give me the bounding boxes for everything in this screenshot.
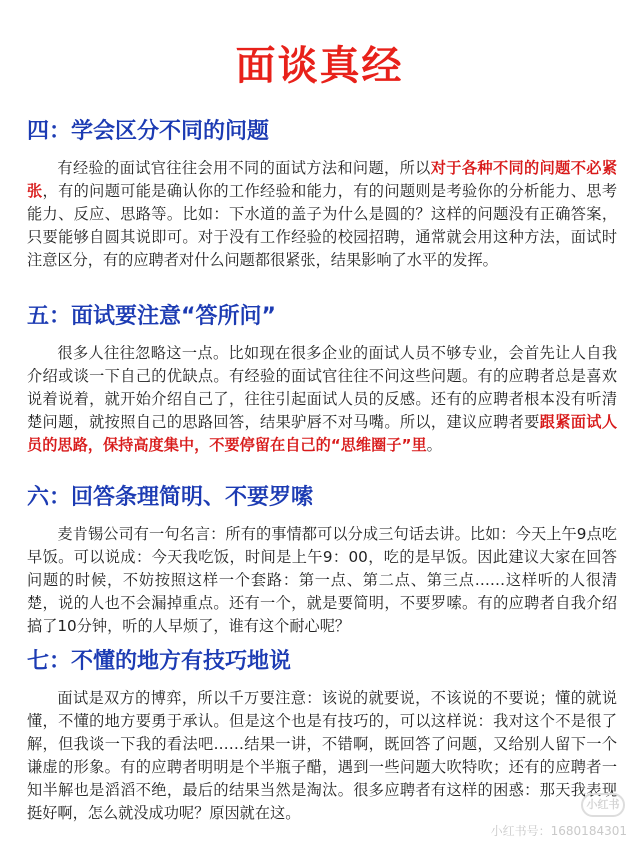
watermark-text: 小红书号：1680184301 — [490, 824, 627, 838]
section-heading: 五：面试要注意“答所问” — [27, 304, 276, 329]
watermark-logo: 小红书 — [581, 793, 625, 817]
section-4 — [0, 117, 639, 272]
highlighted-text: 跟紧面试人员的思路，保持高度集中，不要停留在自己的“思维圈子”里 — [27, 413, 618, 454]
paragraph-text: 有经验的面试官往往会用不同的面试方法和问题，所以 — [57, 159, 431, 177]
highlighted-text: 对于各种不同的问题不必紧张 — [27, 159, 618, 200]
section-paragraph — [27, 342, 617, 457]
section-5 — [0, 302, 639, 457]
section-paragraph: 麦肯锡公司有一句名言：所有的事情都可以分成三句话去讲。比如：今天上午9点吃早饭。可以说成：今天我吃饭，时间是上午9：00，吃的是早饭。因此建议大家在回答问题的时候，不妨按照这样一个套路：第一点、第二点、第三点……这样听的人很清楚，说的人也不会漏掉重点。还有一个，就是要简明，不要罗嗦。有的应聘者自我介绍搞了10分钟，听的人早烦了，谁有这个耐心呢？ — [27, 525, 617, 635]
paragraph-text: ，有的问题可能是确认你的工作经验和能力，有的问题则是考验你的分析能力、思考能力、反应、思路等。比如：下水道的盖子为什么是圆的？这样的问题没有正确答案，只要能够自圆其说即可。对于没有工作经验的校园招聘，通常就会用这种方法，面试时注意区分，有的应聘者对什么问题都很紧张，结果影响了水平的发挥。 — [27, 182, 618, 269]
section-paragraph — [27, 157, 617, 272]
section-heading: 六：回答条理简明、不要罗嗦 — [27, 485, 314, 510]
section-heading: 七：不懂的地方有技巧地说 — [27, 649, 292, 674]
section-7 — [0, 647, 639, 825]
section-heading: 四：学会区分不同的问题 — [27, 119, 270, 144]
section-6 — [0, 483, 639, 638]
paragraph-text: 。 — [426, 436, 442, 454]
paragraph-text: 很多人往往忽略这一点。比如现在很多企业的面试人员不够专业，会首先让人自我介绍或谈一下自己的优缺点。有经验的面试官往往不问这些问题。有的应聘者总是喜欢说着说着，就开始介绍自己了，往往引起面试人员的反感。还有的应聘者根本没有听清楚问题，就按照自己的思路回答，结果驴唇不对马嘴。所以，建议应聘者要 — [27, 344, 617, 431]
page-title: 面谈真经 — [235, 43, 404, 89]
section-paragraph: 面试是双方的博弈，所以千万要注意：该说的就要说，不该说的不要说；懂的就说懂，不懂的地方要勇于承认。但是这个也是有技巧的，可以这样说：我对这个不是很了解，但我谈一下我的看法吧……结果一讲，不错啊，既回答了问题，又给别人留下一个谦虚的形象。有的应聘者明明是个半瓶子醋，遇到一些问题大吹特吹；还有的应聘者一知半解也是滔滔不绝，最后的结果当然是淘汰。很多应聘者有这样的困惑：那天我表现挺好啊，怎么就没成功呢？原因就在这。 — [27, 689, 617, 822]
